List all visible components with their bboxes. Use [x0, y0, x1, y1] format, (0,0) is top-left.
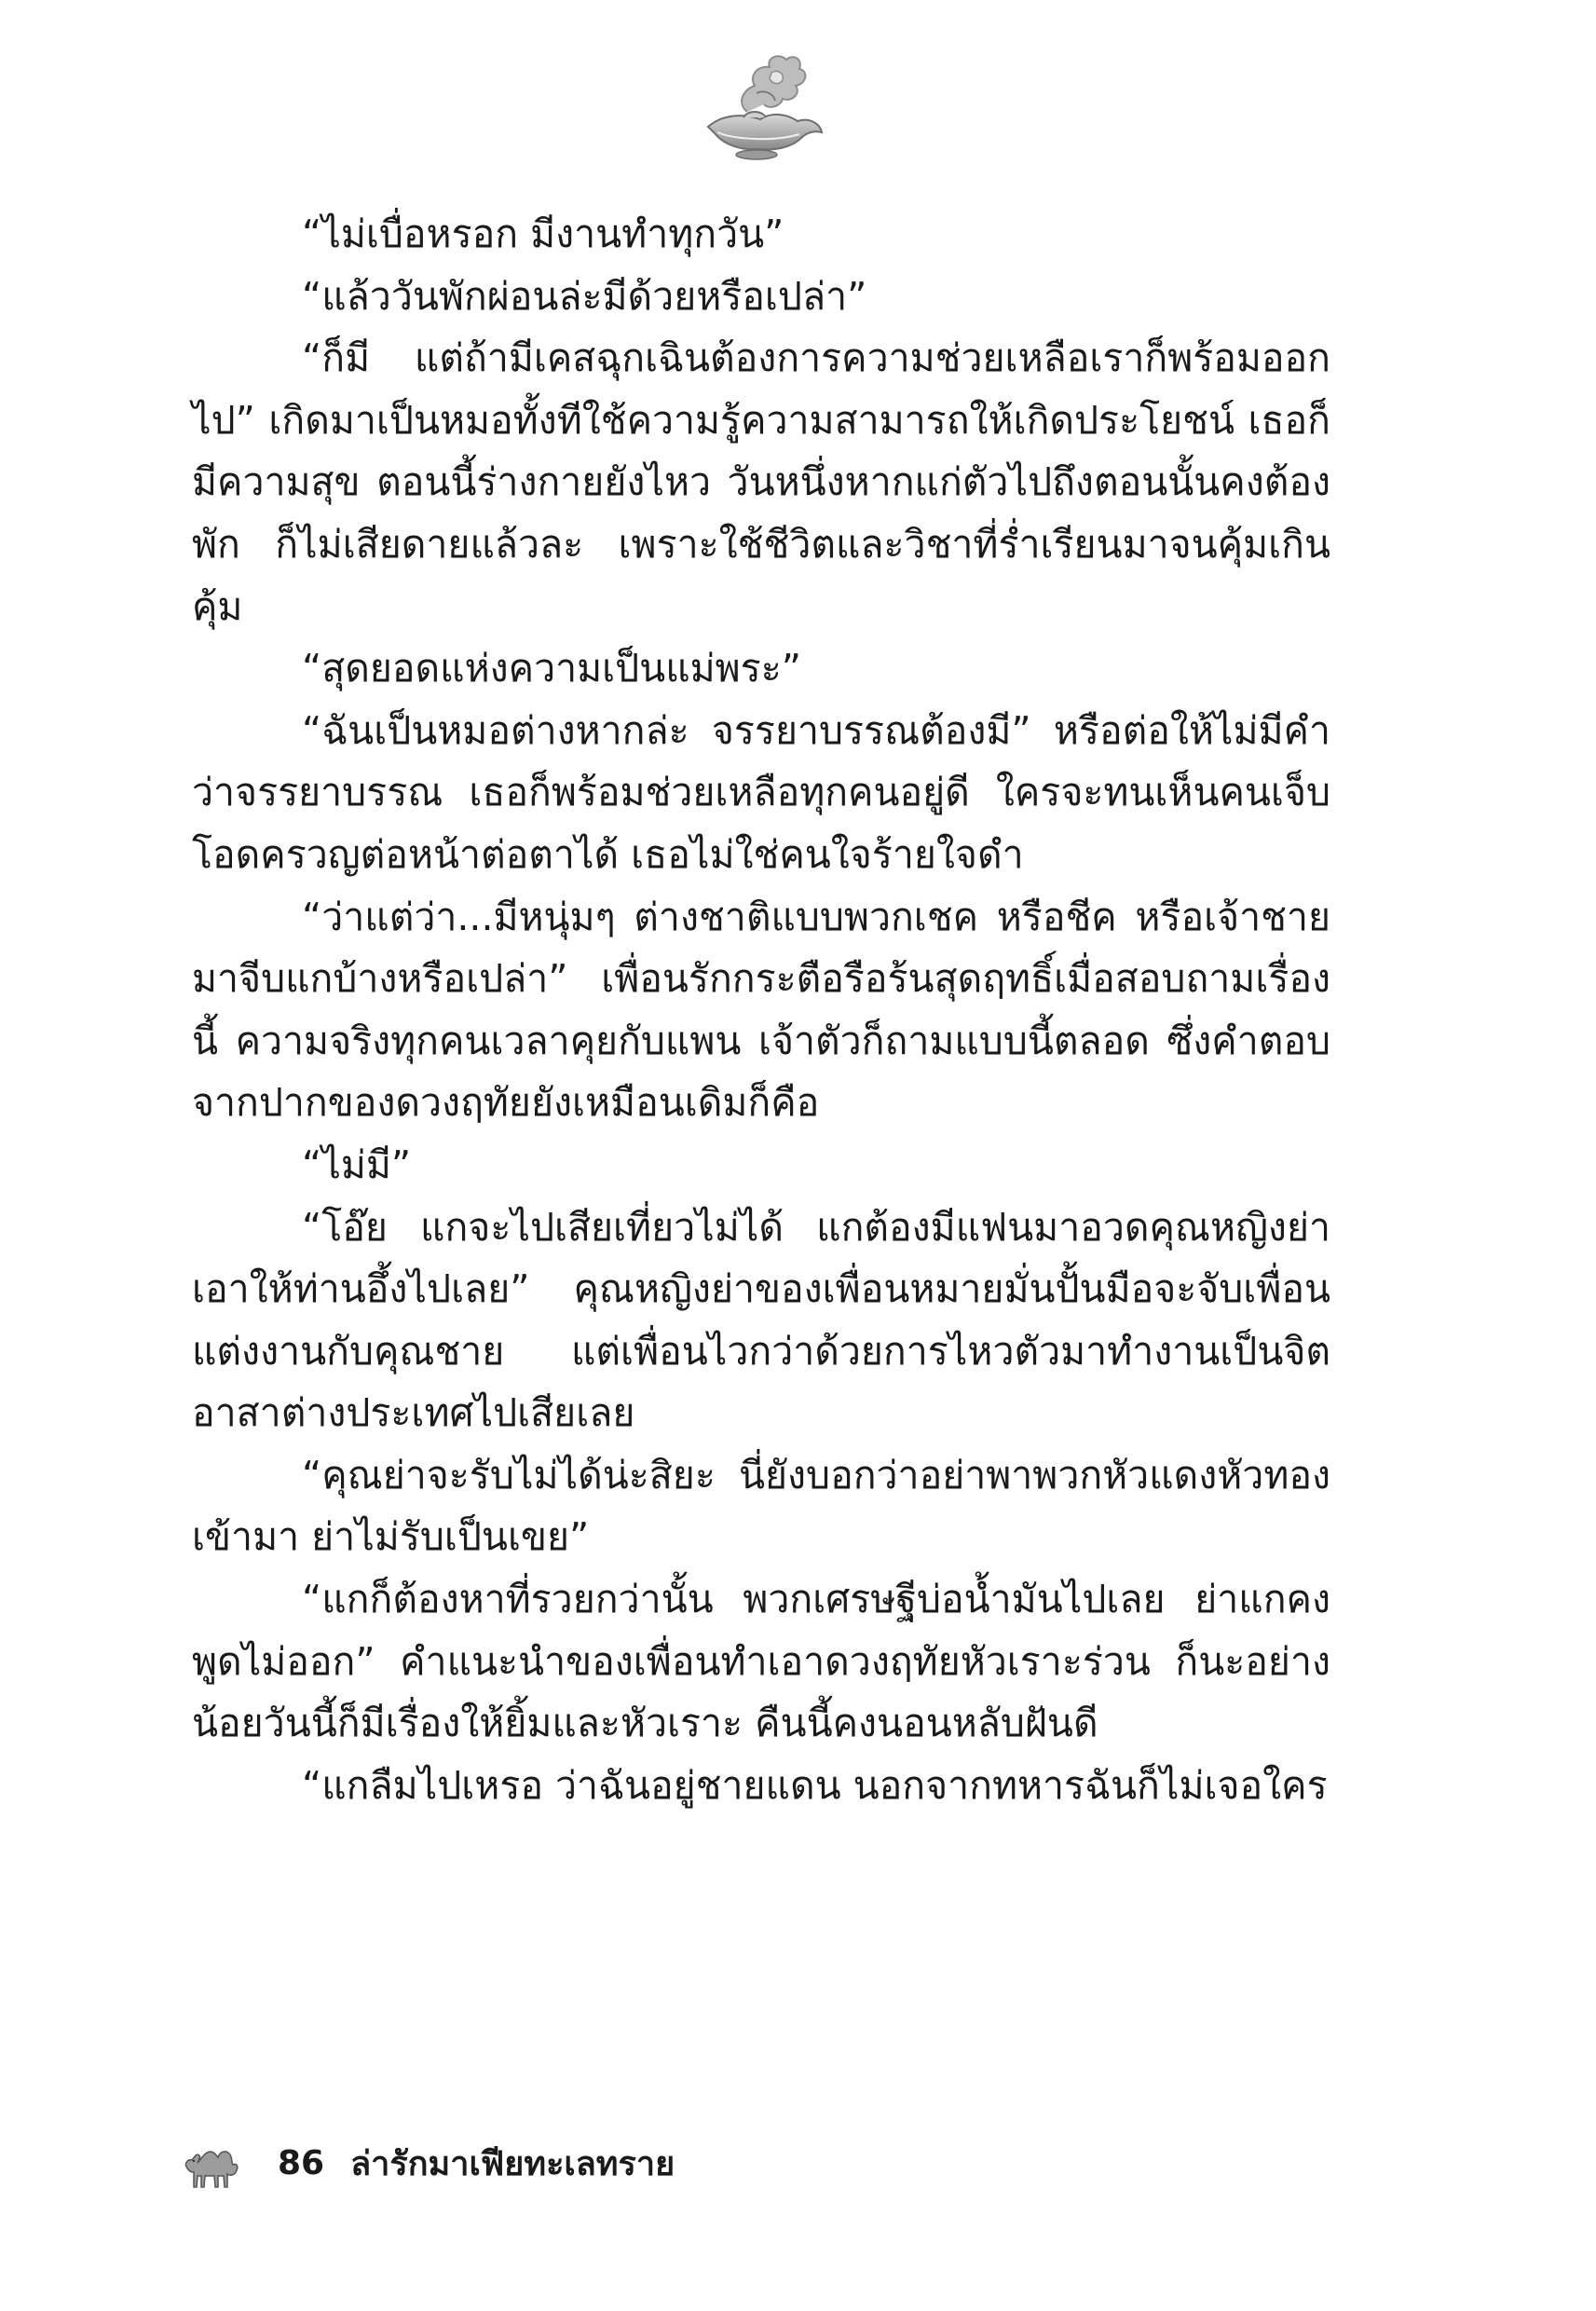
- paragraph-1: “ไม่เบื่อหรอก มีงานทำทุกวัน”: [302, 212, 784, 256]
- paragraph-7: “ไม่มี”: [302, 1142, 412, 1187]
- camel-icon: [183, 2135, 240, 2191]
- page-number: 86: [278, 2143, 325, 2182]
- paragraph-5: “ฉันเป็นหมอต่างหากล่ะ จรรยาบรรณต้องมี” หรือต่อให้ไม่มีคำว่าจรรยาบรรณ เธอก็พร้อมช่วยเหลือทุกคนอยู่ดี ใครจะทนเห็นคนเจ็บโอดครวญต่อหน้าต่อตาได้ เธอไม่ใช่คนใจร้ายใจดำ: [192, 707, 1330, 877]
- paragraph-3: “ก็มี แต่ถ้ามีเคสฉุกเฉินต้องการความช่วยเหลือเราก็พร้อมออกไป” เกิดมาเป็นหมอทั้งทีใช้ความรู้ความสามารถให้เกิดประโยชน์ เธอก็มีความสุข ตอนนี้ร่างกายยังไหว วันหนึ่งหากแก่ตัวไปถึงตอนนั้นคงต้องพัก ก็ไม่เสียดายแล้วละ เพราะใช้ชีวิตและวิชาที่ร่ำเรียนมาจนคุ้มเกินคุ้ม: [192, 335, 1330, 629]
- book-title: ล่ารักมาเฟียทะเลทราย: [350, 2144, 675, 2183]
- paragraph-10: “แกก็ต้องหาที่รวยกว่านั้น พวกเศรษฐีบ่อน้ำมันไปเลย ย่าแกคงพูดไม่ออก” คำแนะนำของเพื่อนทำเอาดวงฤทัยหัวเราะร่วน ก็นะอย่างน้อยวันนี้ก็มีเรื่องให้ยิ้มและหัวเราะ คืนนี้คงนอนหลับฝันดี: [192, 1577, 1330, 1746]
- paragraph-2: “แล้ววันพักผ่อนล่ะมีด้วยหรือเปล่า”: [302, 273, 867, 319]
- paragraph-8: “โอ๊ย แกจะไปเสียเที่ยวไม่ได้ แกต้องมีแฟนมาอวดคุณหญิงย่าเอาให้ท่านอึ้งไปเลย” คุณหญิงย่าของเพื่อนหมายมั่นปั้นมือจะจับเพื่อนแต่งงานกับคุณชาย แต่เพื่อนไวกว่าด้วยการไหวตัวมาทำงานเป็นจิตอาสาต่างประเทศไปเสียเลย: [192, 1204, 1330, 1436]
- page-footer: [183, 2130, 675, 2195]
- body-text: [192, 203, 1330, 1816]
- paragraph-9: “คุณย่าจะรับไม่ได้น่ะสิยะ นี่ยังบอกว่าอย่าพาพวกหัวแดงหัวทองเข้ามา ย่าไม่รับเป็นเขย”: [192, 1452, 1330, 1560]
- paragraph-4: “สุดยอดแห่งความเป็นแม่พระ”: [302, 646, 801, 691]
- paragraph-6: “ว่าแต่ว่า...มีหนุ่มๆ ต่างชาติแบบพวกเชค หรือชีค หรือเจ้าชายมาจีบแกบ้างหรือเปล่า” เพื่อนรักกระตือรือร้นสุดฤทธิ์เมื่อสอบถามเรื่องนี้ ความจริงทุกคนเวลาคุยกับแพน เจ้าตัวก็ถามแบบนี้ตลอด ซึ่งคำตอบจากปากของดวงฤทัยยังเหมือนเดิมก็คือ: [192, 894, 1330, 1126]
- paragraph-11: “แกลืมไปเหรอ ว่าฉันอยู่ชายแดน นอกจากทหารฉันก็ไม่เจอใคร: [302, 1762, 1328, 1808]
- genie-lamp-ornament-icon: [689, 48, 829, 165]
